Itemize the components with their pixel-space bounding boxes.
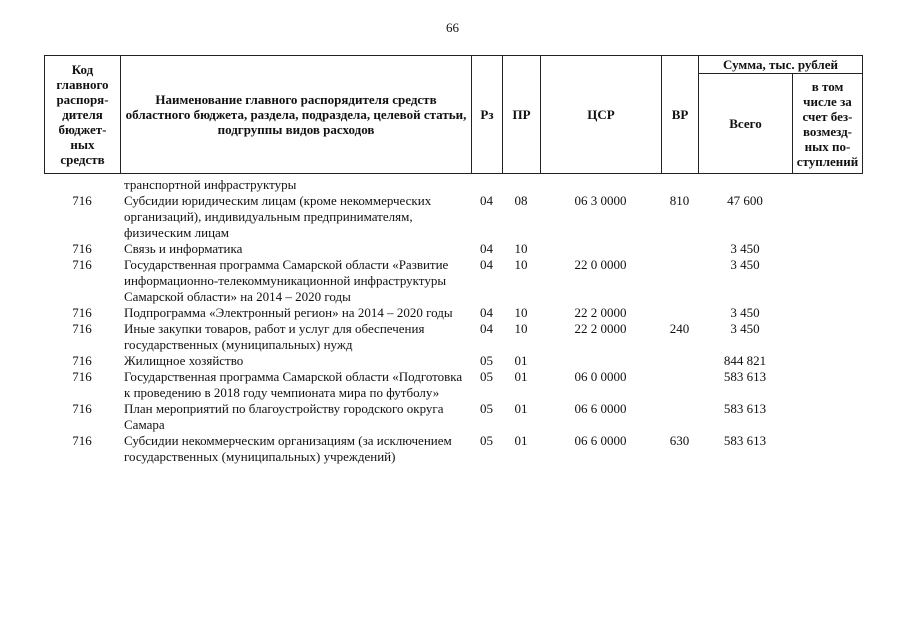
cell-csr: 06 3 0000 [574,193,627,208]
cell-rz: 04 [480,321,493,336]
cell-name: Подпрограмма «Электронный регион» на 2014 – 2020 годы [124,305,453,320]
table-row [44,401,862,433]
cell-pr: 10 [514,305,528,320]
table-row [44,369,862,401]
header-csr: ЦСР [541,56,662,174]
cell-total: 3 450 [730,321,760,336]
cell-free [792,241,862,257]
cell-name: Связь и информатика [124,241,243,256]
cell-vr [661,177,698,193]
cell-name: План мероприятий по благоустройству городского округа Самара [124,401,444,432]
cell-free [792,305,862,321]
cell-vr: 810 [669,193,690,208]
table-row [44,177,862,193]
cell-code: 716 [72,433,92,448]
cell-code: 716 [72,305,92,320]
cell-vr [661,353,698,369]
cell-pr: 10 [514,321,528,336]
cell-code: 716 [72,321,92,336]
header-vr: ВР [662,56,699,174]
cell-pr: 01 [514,369,528,384]
cell-csr: 06 6 0000 [574,433,627,448]
cell-total: 844 821 [723,353,767,368]
table-row [44,193,862,241]
cell-csr: 22 0 0000 [574,257,627,272]
cell-csr [540,353,661,369]
cell-code: 716 [72,241,92,256]
cell-csr [540,177,661,193]
cell-rz: 04 [480,305,493,320]
cell-free [792,177,862,193]
table-row [44,241,862,257]
cell-free [792,257,862,305]
cell-free [792,353,862,369]
cell-rz: 04 [480,241,493,256]
cell-csr: 22 2 0000 [574,305,627,320]
cell-pr: 10 [514,257,528,272]
cell-csr: 06 0 0000 [574,369,627,384]
table-row [44,433,862,465]
cell-rz: 05 [480,433,493,448]
cell-vr [661,369,698,401]
cell-pr: 10 [514,241,528,256]
cell-name: Государственная программа Самарской области «Подготовка к проведению в 2018 году чемпионата мира по футболу» [124,369,463,400]
table-header [44,55,863,174]
cell-pr: 08 [514,193,528,208]
table-row [44,305,862,321]
table-row [44,257,862,305]
cell-free [792,401,862,433]
header-rz: Рз [472,56,503,174]
cell-total: 3 450 [730,241,760,256]
cell-name: Государственная программа Самарской области «Развитие информационно-телекоммуникационной инфраструктуры Самарской области» на 2014 – 2020 годы [124,257,449,304]
cell-csr [540,241,661,257]
cell-total: 47 600 [727,193,763,208]
cell-rz: 04 [480,257,493,272]
cell-total: 583 613 [723,369,767,384]
data-table [44,177,862,465]
cell-free [792,369,862,401]
cell-vr [661,257,698,305]
table-row [44,353,862,369]
page-number: 66 [446,20,459,35]
cell-csr: 22 2 0000 [574,321,627,336]
header-code: Код главного распоря-дителя бюджет-ных средств [45,56,121,174]
cell-pr [502,177,540,193]
header-name: Наименование главного распорядителя средств областного бюджета, раздела, подраздела, целевой статьи, подгруппы видов расходов [121,56,472,174]
cell-csr: 06 6 0000 [574,401,627,416]
cell-vr [661,401,698,433]
cell-total: 583 613 [723,433,767,448]
header-total: Всего [699,74,793,174]
cell-code: 716 [72,369,92,384]
cell-rz: 04 [480,193,493,208]
cell-pr: 01 [514,353,528,368]
cell-code: 716 [72,257,92,272]
cell-code [44,177,120,193]
header-pr: ПР [503,56,541,174]
cell-rz: 05 [480,401,493,416]
cell-vr: 240 [669,321,690,336]
cell-name: Жилищное хозяйство [124,353,244,368]
cell-name: транспортной инфраструктуры [124,177,297,192]
cell-vr: 630 [669,433,690,448]
header-sum: Сумма, тыс. рублей [699,56,863,74]
cell-rz: 05 [480,369,493,384]
cell-pr: 01 [514,433,528,448]
cell-free [792,193,862,241]
table-row [44,321,862,353]
cell-name: Субсидии некоммерческим организациям (за исключением государственных (муниципальных) учреждений) [124,433,452,464]
cell-name: Субсидии юридическим лицам (кроме некоммерческих организаций), индивидуальным предпринимателям, физическим лицам [124,193,432,240]
cell-total: 583 613 [723,401,767,416]
cell-pr: 01 [514,401,528,416]
header-free: в том числе за счет без-возмезд-ных по-ступлений [793,74,863,174]
cell-rz: 05 [480,353,493,368]
cell-code: 716 [72,401,92,416]
cell-code: 716 [72,193,92,208]
cell-vr [661,241,698,257]
cell-name: Иные закупки товаров, работ и услуг для обеспечения государственных (муниципальных) нужд [124,321,425,352]
cell-vr [661,305,698,321]
cell-total [698,177,792,193]
cell-code: 716 [72,353,92,368]
cell-rz [471,177,502,193]
cell-total: 3 450 [730,305,760,320]
cell-total: 3 450 [730,257,760,272]
cell-free [792,321,862,353]
cell-free [792,433,862,465]
